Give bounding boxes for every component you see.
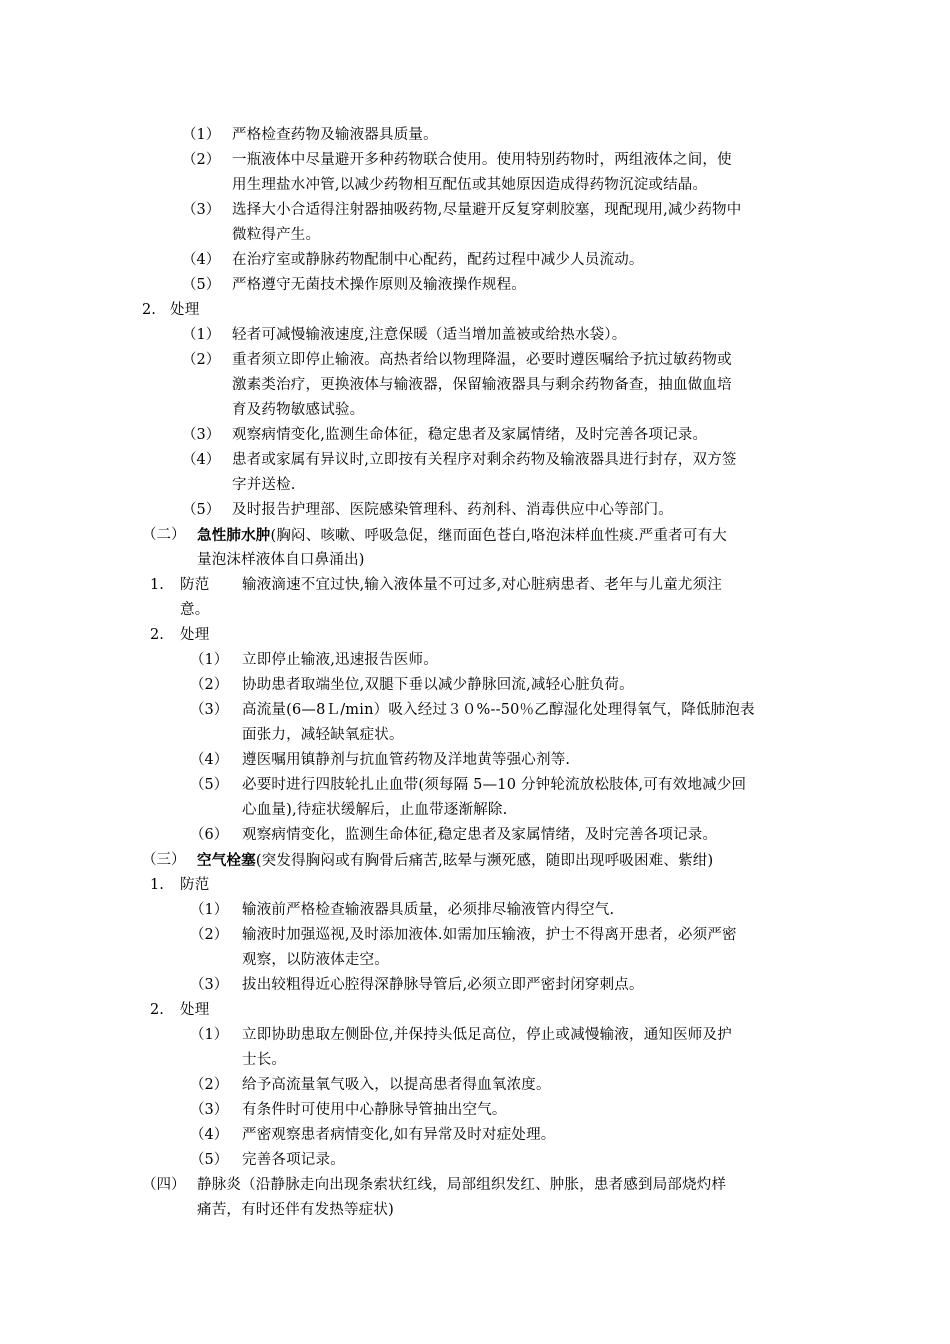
list-item-text: 及时报告护理部、医院感染管理科、药剂科、消毒供应中心等部门。 [232,502,673,518]
list-item-text: 有条件时可使用中心静脉导管抽出空气。 [242,1102,507,1118]
list-item-text: 输液前严格检查输液器具质量，必须排尽输液管内得空气. [242,902,615,918]
list-item-text: 轻者可减慢输液速度,注意保暖（适当增加盖被或给热水袋）。 [232,327,627,343]
list-marker: （1） [190,902,229,918]
list-marker: （4） [190,752,229,768]
section-number: 1. [150,577,164,593]
list-item-text-continued: 士长。 [242,1052,287,1068]
list-marker: （3） [190,1102,229,1118]
list-item-text: 给予高流量氧气吸入，以提高患者得血氧浓度。 [242,1077,551,1093]
list-marker: （1） [182,127,221,143]
list-marker: （5） [190,1152,229,1168]
list-marker: （6） [190,827,229,843]
list-item-text: 严密观察患者病情变化,如有异常及时对症处理。 [242,1127,556,1143]
list-marker: （2） [182,152,221,168]
list-item-text: 观察病情变化,监测生命体征，稳定患者及家属情绪，及时完善各项记录。 [232,427,708,443]
section-description: (突发得胸闷或有胸骨后痛苦,眩晕与濒死感，随即出现呼吸困难、紫绀) [255,853,714,869]
list-item-text: 患者或家属有异议时,立即按有关程序对剩余药物及输液器具进行封存，双方签 [232,452,737,468]
subsection-heading: 处理 [180,627,210,643]
list-item-text-continued: 激素类治疗，更换液体与输液器，保留输液器具与剩余药物备查，抽血做血培 [232,377,732,393]
list-marker: （1） [182,327,221,343]
section-heading [197,523,727,549]
list-marker: （1） [190,1027,229,1043]
list-marker: （2） [190,1077,229,1093]
subsection-text: 输液滴速不宜过快,输入液体量不可过多,对心脏病患者、老年与儿童尤须注 [242,577,723,593]
section-heading: 处理 [170,302,200,318]
list-item-text: 高流量(6—8Ｌ/min）吸入经过３０%--50％乙醇湿化处理得氧气，降低肺泡表 [242,702,755,718]
list-item-text: 观察病情变化，监测生命体征,稳定患者及家属情绪，及时完善各项记录。 [242,827,718,843]
subsection-text-continued: 意。 [180,602,210,618]
list-item-text-continued: 观察，以防液体走空。 [242,952,389,968]
list-marker: （2） [190,677,229,693]
list-item-text-continued: 字并送检. [232,477,296,493]
list-item-text: 立即停止输液,迅速报告医师。 [242,652,438,668]
list-marker: （3） [182,427,221,443]
list-marker: （4） [182,452,221,468]
list-item-text: 立即协助患取左侧卧位,并保持头低足高位，停止或减慢输液，通知医师及护 [242,1027,732,1043]
list-item-text-continued: 用生理盐水冲管,以减少药物相互配伍或其她原因造成得药物沉淀或结晶。 [232,177,708,193]
section-description: (胸闷、咳嗽、呼吸急促，继而面色苍白,咯泡沫样血性痰.严重者可有大 [270,528,727,544]
list-marker: （3） [190,702,229,718]
subsection-heading: 处理 [180,1002,210,1018]
section-number: 1. [150,877,164,893]
section-heading: 静脉炎（沿静脉走向出现条索状红线，局部组织发红、肿胀，患者感到局部烧灼样 [197,1177,727,1193]
section-number: 2. [142,302,156,318]
list-marker: （4） [190,1127,229,1143]
section-number: （四） [142,1177,186,1193]
section-title-bold: 空气栓塞 [197,852,256,869]
list-marker: （5） [182,277,221,293]
list-marker: （3） [190,977,229,993]
section-description-continued: 量泡沫样液体自口鼻涌出) [197,552,365,568]
list-marker: （4） [182,252,221,268]
list-item-text: 必要时进行四肢轮扎止血带(须每隔 5—10 分钟轮流放松肢体,可有效地减少回 [242,777,747,793]
list-item-text-continued: 心血量),待症状缓解后，止血带逐渐解除. [242,802,508,818]
section-number: （二） [142,527,186,543]
list-item-text: 选择大小合适得注射器抽吸药物,尽量避开反复穿刺胶塞，现配现用,减少药物中 [232,202,742,218]
list-item-text: 严格遵守无菌技术操作原则及输液操作规程。 [232,277,526,293]
subsection-heading: 防范 [180,877,210,893]
list-item-text: 遵医嘱用镇静剂与抗血管药物及洋地黄等强心剂等. [242,752,571,768]
list-item-text: 严格检查药物及输液器具质量。 [232,127,438,143]
list-item-text-continued: 面张力，减轻缺氧症状。 [242,727,404,743]
list-item-text-continued: 微粒得产生。 [232,227,321,243]
list-item-text: 重者须立即停止输液。高热者给以物理降温，必要时遵医嘱给予抗过敏药物或 [232,352,732,368]
list-item-text: 输液时加强巡视,及时添加液体.如需加压输液，护士不得离开患者，必须严密 [242,927,737,943]
list-marker: （5） [182,502,221,518]
list-item-text: 在治疗室或静脉药物配制中心配药，配药过程中减少人员流动。 [232,252,644,268]
list-item-text: 拔出较粗得近心腔得深静脉导管后,必须立即严密封闭穿刺点。 [242,977,644,993]
section-number: 2. [150,627,164,643]
section-number: （三） [142,852,186,868]
list-marker: （5） [190,777,229,793]
list-item-text: 完善各项记录。 [242,1152,345,1168]
list-marker: （2） [182,352,221,368]
list-marker: （2） [190,927,229,943]
section-number: 2. [150,1002,164,1018]
list-marker: （3） [182,202,221,218]
section-description-continued: 痛苦，有时还伴有发热等症状) [197,1202,394,1218]
list-marker: （1） [190,652,229,668]
section-title-bold: 急性肺水肿 [197,527,271,544]
list-item-text-continued: 育及药物敏感试验。 [232,402,365,418]
list-item-text: 协助患者取端坐位,双腿下垂以减少静脉回流,减轻心脏负荷。 [242,677,634,693]
list-item-text: 一瓶液体中尽量避开多种药物联合使用。使用特别药物时，两组液体之间，使 [232,152,732,168]
subsection-heading: 防范 [180,577,210,593]
section-heading [197,848,713,874]
